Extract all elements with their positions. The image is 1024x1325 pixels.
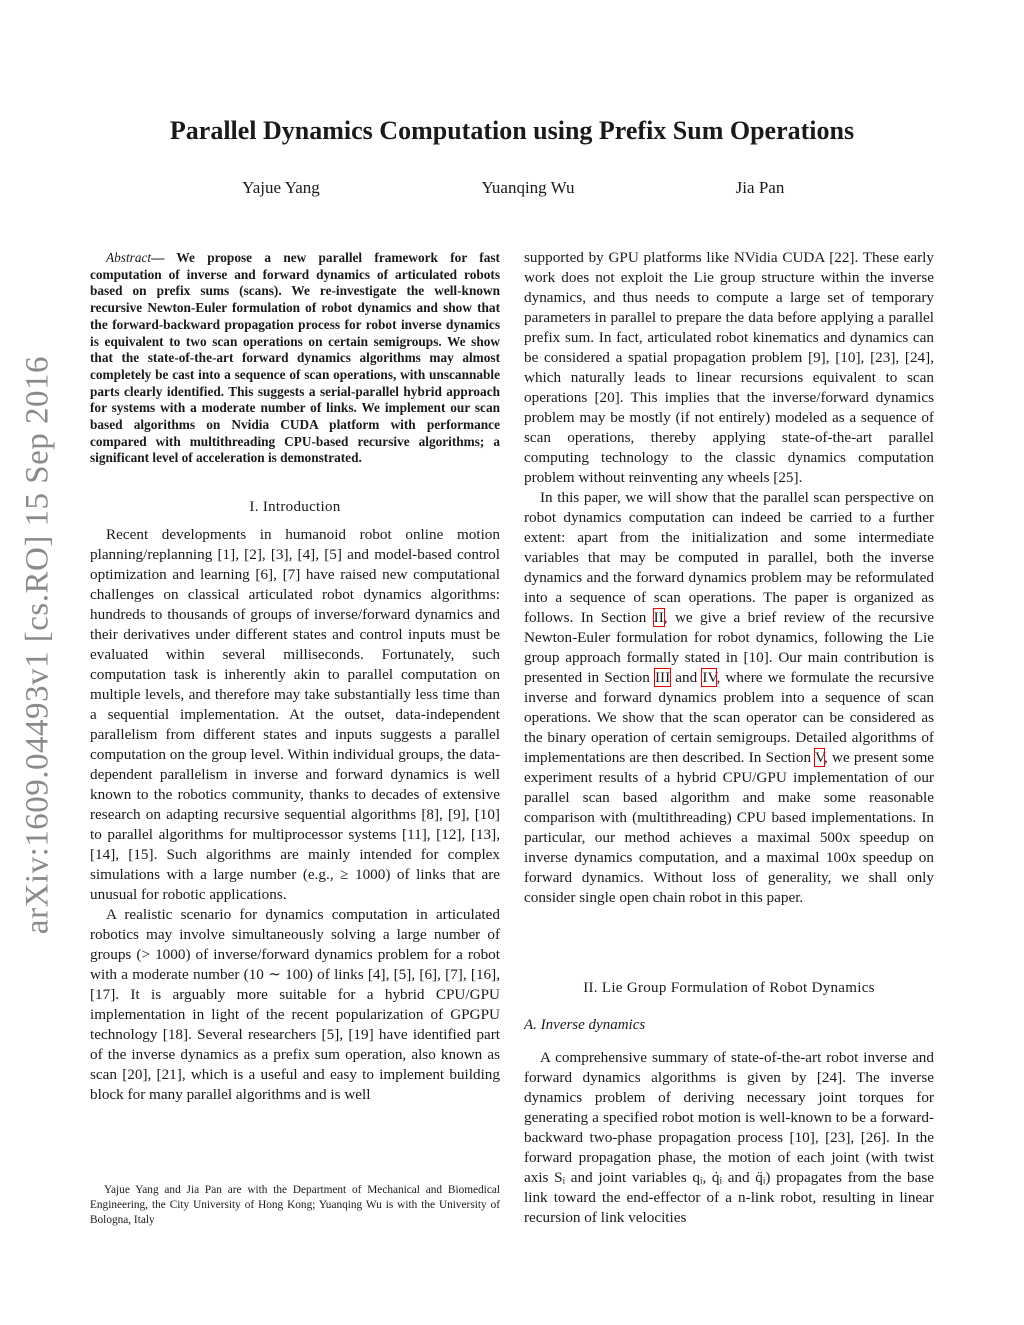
text: , we present some experiment results of a hybrid CPU/GPU implementation of our parallel scan based algorithm and make some reasonable comparison with (multithreading) CPU based implementations. In particular, our method achieves a maximal 500x speedup on inverse dynamics computation, and a maximal 100x speedup on forward dynamics. Without loss of generality, we shall only consider single open chain robot in this paper. bbox=[524, 749, 935, 906]
subsection-heading: A. Inverse dynamics bbox=[524, 1017, 646, 1033]
text: , where we formulate the recursive inverse and forward dynamics problem into a sequence of scan operations. We show that the scan operator can be considered as the binary operation of certain semigroups. Detailed algorithms of implementations are then described. In Section bbox=[524, 669, 935, 766]
right-column-lower bbox=[524, 1048, 934, 1228]
paragraph: supported by GPU platforms like NVidia CUDA [22]. These early work does not exploit the Lie group structure within the inverse dynamics, and thus needs to compute a large set of temporary parameters in parallel to prepare the data before applying a parallel prefix sum. In fact, articulated robot kinematics and dynamics can be considered a spatial propagation problem [9], [10], [23], [24], which naturally leads to linear recursions equivalent to scan operations [20]. This implies that the inverse/forward dynamics problem may be mostly (if not entirely) modeled as a sequence of scan operations, thereby applying state-of-the-art parallel computing technology to the classic dynamics computation problem without reinventing any wheels [25]. bbox=[524, 249, 934, 486]
author-name: Yajue Yang bbox=[242, 178, 320, 197]
paragraph: Recent developments in humanoid robot online motion planning/replanning [1], [2], [3], [4], [5] and model-based control optimization and learning [6], [7] have raised new computational challenges on classical articulated robot dynamics algorithms: hundreds to thousands of groups of inverse/forward dynamics and their derivatives under different states and control inputs must be evaluated within several milliseconds. Fortunately, such computation task is inherently akin to parallel computation on multiple levels, and therefore may take substantially less time than a sequential implementation. At the outset, data-independent parallelism from different states and inputs suggests a parallel computation on the group level. Within individual groups, the data-dependent parallelism in inverse and forward dynamics is well known to the robotics community, thanks to decades of extensive research on adapting recursive sequential algorithms [8], [9], [10] to parallel algorithms for multiprocessor systems [11], [12], [13], [14], [15]. Such algorithms are mainly intended for complex simulations with a large number (e.g., ≥ 1000) of links that are unusual for robotic applications. bbox=[90, 526, 500, 903]
footnote: Yajue Yang and Jia Pan are with the Department of Mechanical and Biomedical Engineering, the City University of Hong Kong; Yuanqing Wu is with the University of Bologna, Italy bbox=[90, 1184, 500, 1226]
paragraph: A comprehensive summary of state-of-the-art robot inverse and forward dynamics algorithms is given by [24]. The inverse dynamics problem of deriving necessary joint torques for generating a specified robot motion is well-known to be a forward-backward two-phase propagation process [10], [23], [26]. In the forward propagation phase, the motion of each joint (with twist axis Sᵢ and joint variables qᵢ, q̇ᵢ and q̈ᵢ) propagates from the base link toward the end-effector of a n-link robot, resulting in linear recursion of link velocities bbox=[524, 1049, 934, 1226]
section-link-v[interactable]: V bbox=[815, 749, 825, 766]
right-column bbox=[524, 248, 934, 908]
text: , we give a brief review of the recursive Newton-Euler formulation for robot dynamics, following the Lie group approach formally stated in [10]. Our main contribution is presented in Section bbox=[524, 609, 934, 686]
paper-title: Parallel Dynamics Computation using Prefix Sum Operations bbox=[169, 116, 855, 145]
left-column bbox=[90, 525, 500, 1105]
section-link-ii[interactable]: II bbox=[653, 609, 664, 626]
section-link-iii[interactable]: III bbox=[654, 669, 671, 686]
paragraph: A realistic scenario for dynamics computation in articulated robotics may involve simultaneously solving a large number of groups (> 1000) of inverse/forward dynamics problem for a robot with a moderate number (10 ∼ 100) of links [4], [5], [6], [7], [16], [17]. It is arguably more suitable for a hybrid CPU/GPU implementation in light of the recent popularization of GPGPU technology [18]. Several researchers [5], [19] have identified part of the inverse dynamics as a prefix sum operation, also known as scan [20], [21], which is a useful and easy to implement building block for many parallel algorithms and is well bbox=[90, 906, 500, 1103]
abstract bbox=[90, 250, 500, 467]
section-heading-introduction: I. Introduction bbox=[249, 499, 341, 515]
paragraph bbox=[524, 488, 934, 908]
section-heading-lie-group: II. Lie Group Formulation of Robot Dynamics bbox=[583, 980, 875, 996]
author-name: Yuanqing Wu bbox=[481, 178, 575, 197]
text: In this paper, we will show that the parallel scan perspective on robot dynamics computation can indeed be carried to a further extent: apart from the initialization and some intermediate variables that may be computed in parallel, both the inverse dynamics and the forward dynamics problem may be reformulated into a sequence of scan operations. The paper is organized as follows. In Section bbox=[524, 489, 934, 626]
arxiv-identifier-stamp: arXiv:1609.04493v1 [cs.RO] 15 Sep 2016 bbox=[19, 355, 56, 935]
abstract-label: Abstract bbox=[106, 250, 152, 265]
author-name: Jia Pan bbox=[735, 178, 785, 197]
text: and bbox=[670, 669, 703, 686]
abstract-text: — We propose a new parallel framework for fast computation of inverse and forward dynamics of articulated robots based on prefix sums (scans). We re-investigate the well-known recursive Newton-Euler formulation of robot dynamics and show that the forward-backward propagation process for robot inverse dynamics is equivalent to two scan operations on certain semigroups. We show that the state-of-the-art forward dynamics algorithms may almost completely be cast into a sequence of scan operations, with unscannable parts clearly identified. This suggests a serial-parallel hybrid approach for systems with a moderate number of links. We implement our scan based algorithms on Nvidia CUDA platform with performance compared with multithreading CPU-based recursive algorithms; a significant level of acceleration is demonstrated. bbox=[90, 250, 500, 466]
section-link-iv[interactable]: IV bbox=[702, 669, 717, 686]
